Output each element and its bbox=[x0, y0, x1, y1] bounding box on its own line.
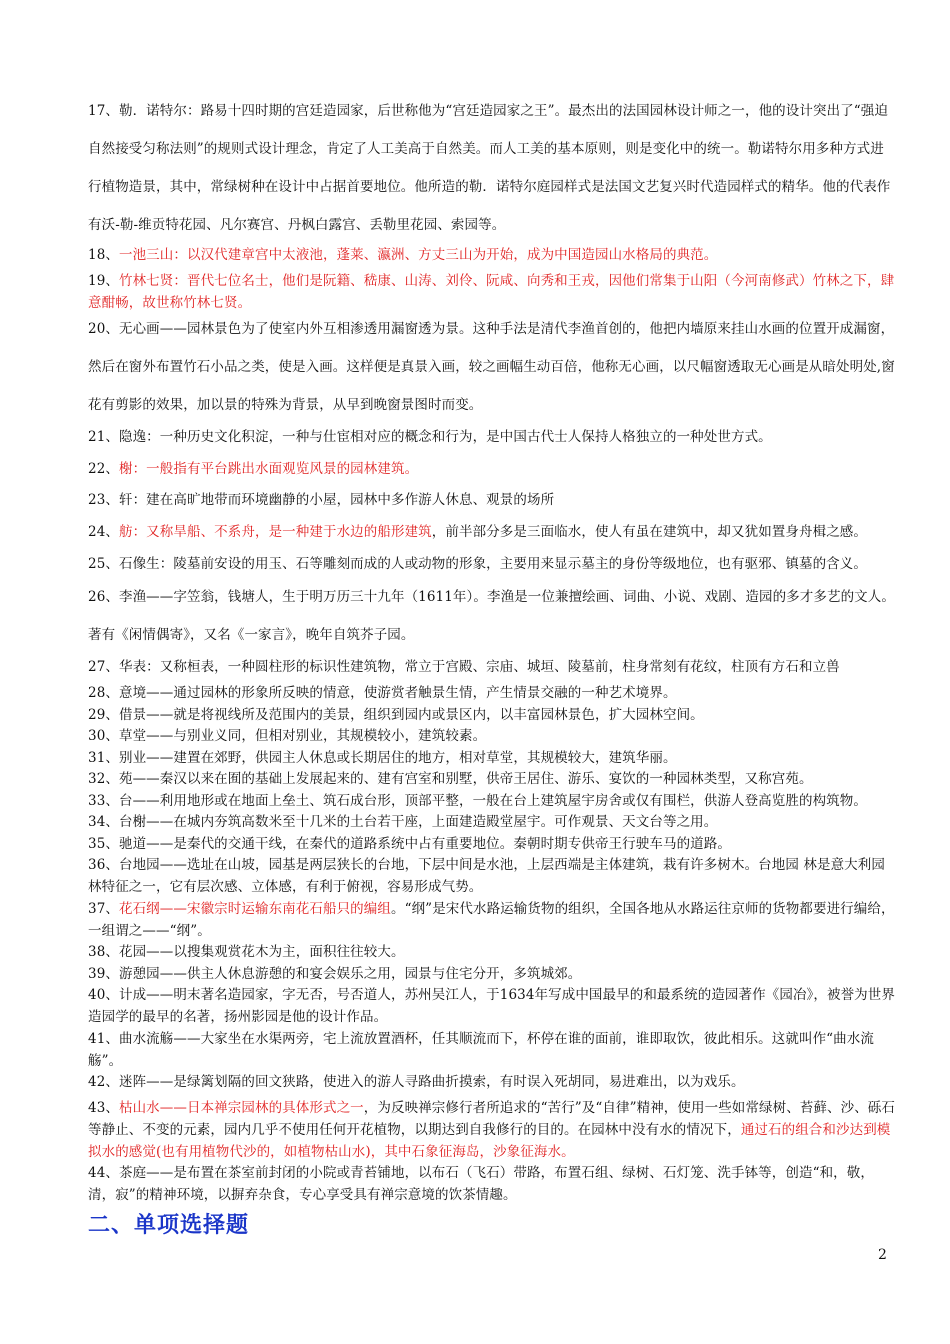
entry-17 bbox=[88, 92, 896, 244]
entry-21-text: 21、隐逸：一种历史文化积淀，一种与仕宦相对应的概念和行为，是中国古代士人保持人格独立的一种处世方式。 bbox=[88, 429, 772, 445]
entry-39 bbox=[88, 963, 896, 985]
entry-23 bbox=[88, 489, 896, 511]
entry-43-highlight: 枯山水——日本禅宗园林的具体形式之一 bbox=[118, 1100, 364, 1116]
page-number: 2 bbox=[878, 1247, 887, 1263]
entry-19 bbox=[88, 270, 896, 314]
entry-30 bbox=[88, 725, 896, 747]
entry-38 bbox=[88, 941, 896, 963]
entry-29-text: 29、借景——就是将视线所及范围内的美景，组织到园内或景区内，以丰富园林景色，扩大园林空间。 bbox=[88, 707, 704, 723]
entry-39-text: 39、游憩园——供主人休息游憩的和宴会娱乐之用，园景与住宅分开，多筑城郊。 bbox=[88, 966, 582, 982]
entry-25-text: 25、石像生：陵墓前安设的用玉、石等雕刻而成的人或动物的形象，主要用来显示墓主的身份等级地位，也有驱邪、镇墓的含义。 bbox=[88, 556, 867, 572]
entry-21 bbox=[88, 426, 896, 448]
entry-43-number: 43、 bbox=[88, 1100, 119, 1116]
entry-29 bbox=[88, 704, 896, 726]
entry-37-text: 。“纲”是宋代水路运输货物的组织，全国各地从水路运往京师的货物都要进行编给，一组谓之——“纲”。 bbox=[88, 901, 895, 939]
entry-23-text: 23、轩：建在高旷地带而环境幽静的小屋，园林中多作游人休息、观景的场所 bbox=[88, 492, 555, 508]
entry-31 bbox=[88, 747, 896, 769]
entry-18-highlight: 一池三山：以汉代建章宫中太液池，蓬莱、瀛洲、方丈三山为开始，成为中国造园山水格局的典范。 bbox=[118, 247, 718, 263]
entry-22-number: 22、 bbox=[88, 461, 119, 477]
entry-20-text: 20、无心画——园林景色为了使室内外互相渗透用漏窗透为景。这种手法是清代李渔首创的，他把内墙原来挂山水画的位置开成漏窗，然后在窗外布置竹石小品之类，使是入画。这样便是真景入画，较之画幅生动百倍，他称无心画，以尺幅窗透取无心画是从暗处明处,窗花有剪影的效果，加以景的特殊为背景，从早到晚窗景图时而变。 bbox=[88, 321, 895, 413]
entry-25 bbox=[88, 553, 896, 575]
entry-43-text: ，为反映禅宗修行者所追求的“苦行”及“自律”精神，使用一些如常绿树、苔藓、沙、砾石等静止、不变的元素，园内几乎不使用任何开花植物，以期达到自我修行的目的。在园林中没有水的情况下， bbox=[88, 1100, 896, 1138]
entry-18-number: 18、 bbox=[88, 247, 119, 263]
entry-44 bbox=[88, 1162, 896, 1206]
entry-37-number: 37、 bbox=[88, 901, 119, 917]
entry-43-highlight-end: 通过石的组合和沙达到模拟水的感觉(也有用植物代沙的，如植物枯山水)，其中石象征海岛，沙象征海水。 bbox=[88, 1122, 891, 1160]
entry-33 bbox=[88, 790, 896, 812]
entry-18 bbox=[88, 244, 896, 266]
section-heading: 二、单项选择题 bbox=[88, 1213, 250, 1238]
entry-44-text: 44、茶庭——是布置在茶室前封闭的小院或青苔铺地，以布石（飞石）带路，布置石组、绿树、石灯笼、洗手钵等，创造“和，敬，清，寂”的精神环境，以摒弃杂食，专心享受具有禅宗意境的饮茶情趣。 bbox=[88, 1165, 874, 1203]
entry-32 bbox=[88, 768, 896, 790]
entry-24-number: 24、 bbox=[88, 524, 119, 540]
entry-28-text: 28、意境——通过园林的形象所反映的情意，使游赏者触景生情，产生情景交融的一种艺术境界。 bbox=[88, 685, 677, 701]
entry-27-text: 27、华表：又称桓表，一种圆柱形的标识性建筑物，常立于宫殿、宗庙、城垣、陵墓前，柱身常刻有花纹，柱顶有方石和立兽 bbox=[88, 659, 840, 675]
entry-27 bbox=[88, 656, 896, 678]
entry-36 bbox=[88, 854, 896, 898]
entry-40 bbox=[88, 984, 896, 1028]
entry-28 bbox=[88, 682, 896, 704]
entry-19-highlight: 竹林七贤：晋代七位名士，他们是阮籍、嵇康、山涛、刘伶、阮咸、向秀和王戎，因他们常集于山阳（今河南修武）竹林之下，肆意酣畅，故世称竹林七贤。 bbox=[88, 273, 895, 311]
entry-38-text: 38、花园——以搜集观赏花木为主，面积往往较大。 bbox=[88, 944, 405, 960]
entry-26-text: 26、李渔——字笠翁，钱塘人，生于明万历三十九年（1611年）。李渔是一位兼擅绘画、词曲、小说、戏剧、造园的多才多艺的文人。著有《闲情偶寄》，又名《一家言》，晚年自筑芥子园。 bbox=[88, 589, 895, 643]
entry-43 bbox=[88, 1097, 896, 1163]
entry-24-text: ，前半部分多是三面临水，使人有虽在建筑中，却又犹如置身舟楫之感。 bbox=[431, 524, 867, 540]
entry-26 bbox=[88, 578, 896, 654]
entry-22-highlight: 榭：一般指有平台跳出水面观览风景的园林建筑。 bbox=[118, 461, 419, 477]
entry-17-text: 17、勒．诺特尔：路易十四时期的宫廷造园家，后世称他为“宫廷造园家之王”。最杰出的法国园林设计师之一，他的设计突出了“强迫自然接受匀称法则”的规则式设计理念，肯定了人工美高于自然美。而人工美的基本原则，则是变化中的统一。勒诺特尔用多种方式进行植物造景，其中，常绿树种在设计中占据首要地位。他所造的勒．诺特尔庭园样式是法国文艺复兴时代造园样式的精华。他的代表作有沃-勒-维贡特花园、凡尔赛宫、丹枫白露宫、丢勒里花园、索园等。 bbox=[88, 103, 891, 233]
entry-19-number: 19、 bbox=[88, 273, 119, 289]
entry-22 bbox=[88, 458, 896, 480]
entry-33-text: 33、台——利用地形或在地面上垒土、筑石成台形，顶部平整，一般在台上建筑屋宇房舍或仅有围栏，供游人登高览胜的构筑物。 bbox=[88, 793, 867, 809]
entry-35 bbox=[88, 833, 896, 855]
entry-37-highlight: 花石纲——宋徽宗时运输东南花石船只的编组 bbox=[118, 901, 391, 917]
entry-24 bbox=[88, 521, 896, 543]
entry-40-text: 40、计成——明末著名造园家，字无否，号否道人，苏州吴江人，于1634年写成中国最早的和最系统的造园著作《园冶》，被誉为世界造园学的最早的名著，扬州影园是他的设计作品。 bbox=[88, 987, 895, 1025]
entry-24-highlight: 舫：又称旱船、不系舟，是一种建于水边的船形建筑 bbox=[118, 524, 432, 540]
entry-32-text: 32、苑——秦汉以来在囿的基础上发展起来的、建有宫室和别墅，供帝王居住、游乐、宴饮的一种园林类型，又称宫苑。 bbox=[88, 771, 813, 787]
entry-41 bbox=[88, 1028, 896, 1072]
entry-36-text: 36、台地园——选址在山坡，园基是两层狭长的台地，下层中间是水池，上层西端是主体建筑，栽有许多树木。台地园 林是意大利园林特征之一，它有层次感、立体感，有利于俯视，容易形成气势。 bbox=[88, 857, 885, 895]
entry-34 bbox=[88, 811, 896, 833]
entry-20 bbox=[88, 310, 896, 424]
entry-37 bbox=[88, 898, 896, 942]
entry-30-text: 30、草堂——与别业义同，但相对别业，其规模较小，建筑较素。 bbox=[88, 728, 487, 744]
entry-42-text: 42、迷阵——是绿篱划隔的回文狭路，使进入的游人寻路曲折摸索，有时误入死胡同，易进难出，以为戏乐。 bbox=[88, 1074, 745, 1090]
entry-31-text: 31、别业——建置在郊野，供园主人休息或长期居住的地方，相对草堂，其规模较大，建筑华丽。 bbox=[88, 750, 677, 766]
entry-41-text: 41、曲水流觞——大家坐在水渠两旁，宅上流放置酒杯，任其顺流而下，杯停在谁的面前，谁即取饮，彼此相乐。这就叫作“曲水流觞”。 bbox=[88, 1031, 874, 1069]
entry-42 bbox=[88, 1071, 896, 1093]
entry-35-text: 35、驰道——是秦代的交通干线，在秦代的道路系统中占有重要地位。秦朝时期专供帝王行驶车马的道路。 bbox=[88, 836, 731, 852]
entry-34-text: 34、台榭——在城内夯筑高数米至十几米的土台若干座，上面建造殿堂屋宇。可作观景、天文台等之用。 bbox=[88, 814, 718, 830]
